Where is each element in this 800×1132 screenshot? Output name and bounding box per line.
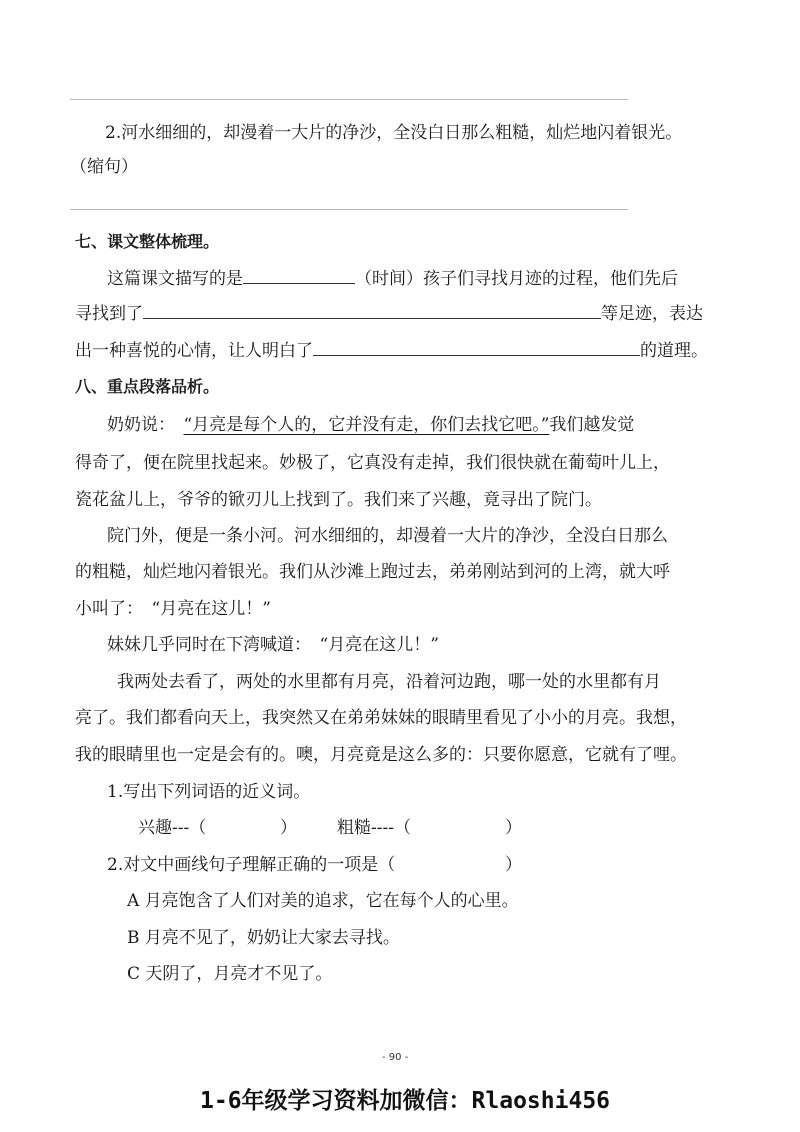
passage-p1-line1-tail: 我们越发觉 (549, 415, 635, 435)
section7-line2-lead: 寻找到了 (75, 304, 143, 324)
passage-p2-line1: 院门外，便是一条小河。河水细细的，却漫着一大片的净沙，全没白日那么 (107, 526, 668, 546)
passage-p1-line2: 得奇了，便在院里找起来。妙极了，它真没有走掉，我们很快就在葡萄叶儿上， (75, 453, 670, 473)
synonym-1-close: ） (280, 818, 297, 838)
section7-line1-lead: 这篇课文描写的是 (107, 269, 243, 289)
option-c: C 天阴了，月亮才不见了。 (127, 964, 333, 984)
page-number: - 90 - (382, 1052, 409, 1063)
section7-line1 (107, 264, 678, 289)
q6-item2-note: （缩句） (70, 157, 138, 177)
section8-heading: 八、重点段落品析。 (75, 377, 220, 396)
question-2-close: ） (505, 855, 522, 875)
section7-line1-tail: （时间）孩子们寻找月迹的过程，他们先后 (355, 269, 678, 289)
section7-line3 (75, 336, 708, 361)
section7-line2-tail: 等足迹，表达 (601, 304, 703, 324)
passage-p1-line1 (107, 410, 634, 435)
section7-line3-tail: 的道理。 (640, 341, 708, 361)
lesson-blank[interactable] (313, 340, 640, 356)
question-2: 2.对文中画线句子理解正确的一项是（ (107, 855, 396, 875)
footprints-blank[interactable] (143, 303, 601, 319)
passage-p1-speaker: 奶奶说： (107, 415, 167, 435)
passage-p4-line2: 亮了。我们都看向天上，我突然又在弟弟妹妹的眼睛里看见了小小的月亮。我想， (75, 708, 687, 728)
answer-line-top (70, 99, 628, 100)
time-blank[interactable] (243, 268, 355, 284)
q6-item2-text: 2.河水细细的，却漫着一大片的净沙，全没白日那么粗糙，灿烂地闪着银光。 (105, 123, 683, 143)
section7-line2 (75, 299, 703, 324)
synonym-2-close: ） (505, 818, 522, 838)
footer-contact: 1-6年级学习资料加微信：Rlaoshi456 (200, 1088, 611, 1114)
section7-line3-lead: 出一种喜悦的心情，让人明白了 (75, 341, 313, 361)
passage-p3: 妹妹几乎同时在下湾喊道： “月亮在这儿！” (107, 635, 439, 655)
synonym-1-label: 兴趣---（ (138, 818, 207, 838)
option-a: A 月亮饱含了人们对美的追求，它在每个人的心里。 (127, 891, 519, 911)
passage-p2-line3: 小叫了： “月亮在这儿！” (75, 599, 271, 619)
option-b: B 月亮不见了，奶奶让大家去寻找。 (127, 928, 400, 948)
question-1: 1.写出下列词语的近义词。 (107, 782, 311, 802)
passage-p1-line3: 瓷花盆儿上，爷爷的锨刃儿上找到了。我们来了兴趣，竟寻出了院门。 (75, 490, 602, 510)
section7-heading: 七、课文整体梳理。 (75, 232, 220, 251)
underlined-sentence: “月亮是每个人的，它并没有走，你们去找它吧。” (183, 415, 550, 435)
synonym-2-label: 粗糙----（ (337, 818, 411, 838)
answer-line-item2 (70, 209, 628, 210)
passage-p4-line1: 我两处去看了，两处的水里都有月亮，沿着河边跑，哪一处的水里都有月 (117, 672, 661, 692)
passage-p2-line2: 的粗糙，灿烂地闪着银光。我们从沙滩上跑过去，弟弟刚站到河的上湾，就大呼 (75, 562, 670, 582)
passage-p4-line3: 我的眼睛里也一定是会有的。噢，月亮竟是这么多的：只要你愿意，它就有了哩。 (75, 745, 687, 765)
